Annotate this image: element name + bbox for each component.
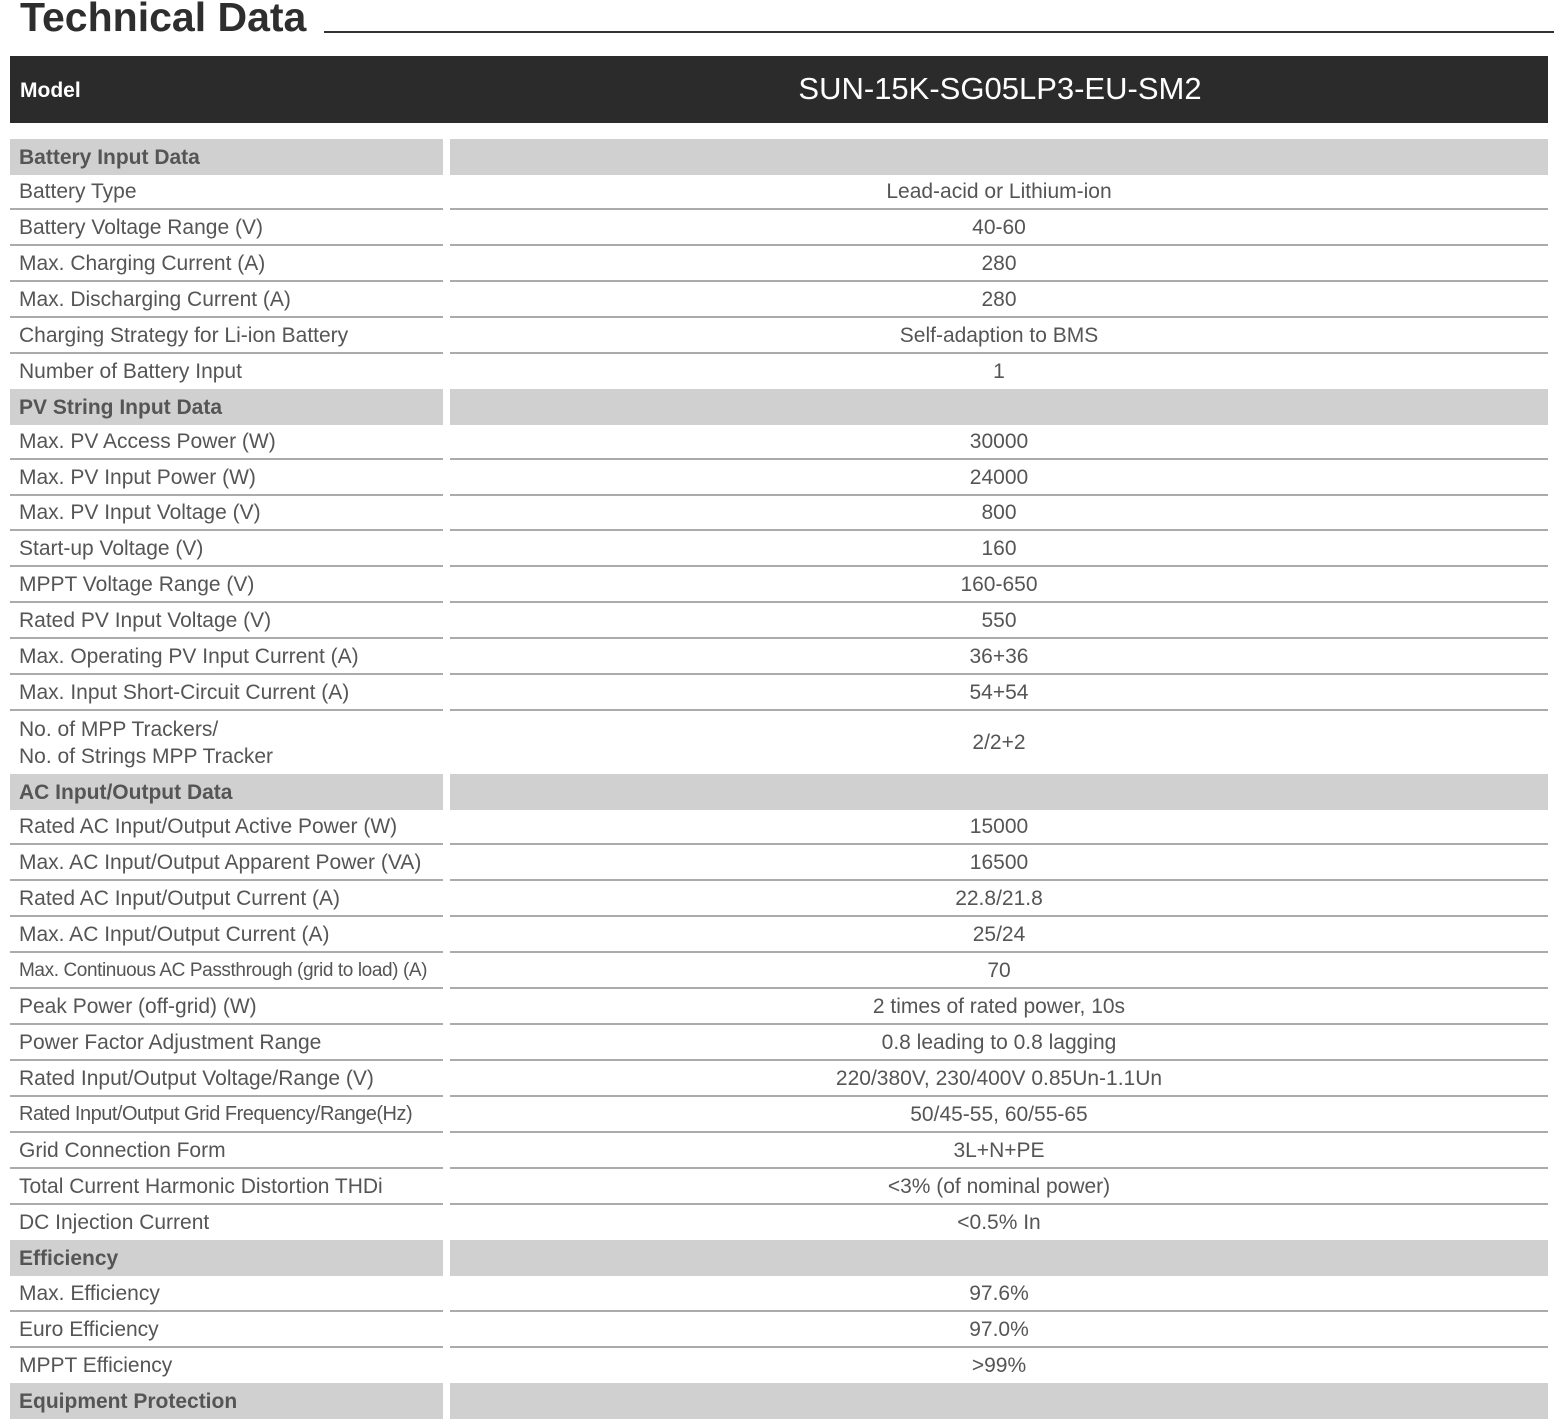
table-row bbox=[10, 845, 1548, 881]
table-row bbox=[10, 1348, 1548, 1383]
row-label: Max. PV Input Power (W) bbox=[19, 465, 256, 489]
row-value: 97.0% bbox=[969, 1317, 1029, 1341]
table-row bbox=[10, 1169, 1548, 1205]
row-value: 22.8/21.8 bbox=[955, 886, 1043, 910]
row-value: 40-60 bbox=[972, 215, 1026, 239]
row-value: <3% (of nominal power) bbox=[887, 1174, 1111, 1198]
table-row bbox=[10, 460, 1548, 496]
section-header-pv-string-input bbox=[10, 389, 1548, 425]
row-label: Rated Input/Output Grid Frequency/Range(Hz) bbox=[19, 1102, 413, 1125]
table-row bbox=[10, 175, 1548, 210]
row-value: 220/380V, 230/400V 0.85Un-1.1Un bbox=[835, 1066, 1163, 1090]
row-value: Self-adaption to BMS bbox=[899, 323, 1099, 347]
row-label: Battery Voltage Range (V) bbox=[19, 215, 263, 239]
row-value: 550 bbox=[981, 608, 1017, 632]
row-label: Rated AC Input/Output Current (A) bbox=[19, 886, 340, 910]
table-row bbox=[10, 989, 1548, 1025]
row-label: Max. Continuous AC Passthrough (grid to load) (A) bbox=[19, 959, 428, 981]
row-value: 54+54 bbox=[969, 680, 1029, 704]
table-row bbox=[10, 675, 1548, 711]
table-row bbox=[10, 282, 1548, 318]
row-value: Lead-acid or Lithium-ion bbox=[886, 180, 1112, 203]
title-divider bbox=[324, 31, 1554, 33]
spec-table bbox=[10, 139, 1548, 1419]
table-row bbox=[10, 1276, 1548, 1312]
section-header-equipment-protection bbox=[10, 1383, 1548, 1419]
section-header-battery-input bbox=[10, 139, 1548, 175]
section-title: PV String Input Data bbox=[10, 389, 443, 425]
table-row bbox=[10, 531, 1548, 567]
row-value: <0.5% In bbox=[957, 1211, 1041, 1234]
model-header-row bbox=[10, 56, 1548, 123]
table-row bbox=[10, 246, 1548, 282]
row-label: Max. PV Access Power (W) bbox=[19, 430, 276, 453]
table-row bbox=[10, 496, 1548, 531]
row-value: 25/24 bbox=[972, 922, 1026, 946]
row-label-line-2: No. of Strings MPP Tracker bbox=[19, 744, 274, 768]
row-label: Max. AC Input/Output Apparent Power (VA) bbox=[19, 850, 422, 874]
section-value-blank bbox=[450, 139, 1548, 175]
section-title: AC Input/Output Data bbox=[10, 774, 443, 810]
table-row bbox=[10, 354, 1548, 389]
row-value: 24000 bbox=[969, 465, 1029, 489]
table-row bbox=[10, 318, 1548, 354]
row-label: Charging Strategy for Li-ion Battery bbox=[19, 323, 349, 347]
table-row bbox=[10, 210, 1548, 246]
row-value: 70 bbox=[987, 958, 1011, 982]
table-row bbox=[10, 1061, 1548, 1097]
row-label: Max. PV Input Voltage (V) bbox=[19, 501, 261, 524]
row-label: Max. Discharging Current (A) bbox=[19, 287, 291, 311]
table-row bbox=[10, 639, 1548, 675]
row-label: Max. Efficiency bbox=[19, 1281, 160, 1305]
row-label: Max. Operating PV Input Current (A) bbox=[19, 644, 359, 668]
row-label: Euro Efficiency bbox=[19, 1317, 159, 1341]
row-value: 15000 bbox=[969, 815, 1029, 838]
row-value: 280 bbox=[981, 251, 1017, 275]
section-header-efficiency bbox=[10, 1240, 1548, 1276]
row-label: Rated AC Input/Output Active Power (W) bbox=[19, 815, 398, 838]
section-title: Efficiency bbox=[10, 1240, 443, 1276]
table-row bbox=[10, 711, 1548, 774]
row-label: Max. Charging Current (A) bbox=[19, 251, 266, 275]
table-row bbox=[10, 1133, 1548, 1169]
row-label: Grid Connection Form bbox=[19, 1138, 226, 1162]
row-value: 30000 bbox=[969, 430, 1029, 453]
table-row bbox=[10, 881, 1548, 917]
table-row bbox=[10, 425, 1548, 460]
section-value-blank bbox=[450, 1240, 1548, 1276]
row-label: Peak Power (off-grid) (W) bbox=[19, 994, 257, 1018]
row-value: >99% bbox=[971, 1354, 1027, 1377]
row-label: Rated Input/Output Voltage/Range (V) bbox=[19, 1066, 374, 1090]
row-label: DC Injection Current bbox=[19, 1211, 210, 1234]
row-label: Start-up Voltage (V) bbox=[19, 536, 204, 560]
model-value: SUN-15K-SG05LP3-EU-SM2 bbox=[798, 71, 1202, 106]
row-value: 2 times of rated power, 10s bbox=[872, 994, 1126, 1018]
row-value: 97.6% bbox=[969, 1281, 1029, 1305]
row-value: 16500 bbox=[969, 850, 1029, 874]
row-value: 800 bbox=[981, 501, 1017, 524]
table-row bbox=[10, 567, 1548, 603]
row-label: Battery Type bbox=[19, 180, 137, 203]
row-label bbox=[10, 711, 443, 774]
table-row bbox=[10, 810, 1548, 845]
section-title: Equipment Protection bbox=[10, 1383, 443, 1419]
header bbox=[18, 0, 1554, 46]
section-title: Battery Input Data bbox=[10, 139, 443, 175]
section-value-blank bbox=[450, 774, 1548, 810]
model-label: Model bbox=[20, 79, 81, 102]
row-label: Max. Input Short-Circuit Current (A) bbox=[19, 680, 350, 704]
row-label: Rated PV Input Voltage (V) bbox=[19, 608, 272, 632]
row-value: 36+36 bbox=[969, 644, 1029, 668]
row-label: Number of Battery Input bbox=[19, 360, 242, 383]
row-value: 280 bbox=[981, 287, 1017, 311]
table-row bbox=[10, 917, 1548, 953]
row-value: 3L+N+PE bbox=[953, 1138, 1045, 1162]
table-row bbox=[10, 953, 1548, 989]
row-label: MPPT Voltage Range (V) bbox=[19, 572, 255, 596]
page-title: Technical Data bbox=[20, 0, 307, 40]
section-header-ac-input-output bbox=[10, 774, 1548, 810]
section-value-blank bbox=[450, 389, 1548, 425]
row-value: 0.8 leading to 0.8 lagging bbox=[881, 1030, 1117, 1054]
row-label: MPPT Efficiency bbox=[19, 1354, 173, 1377]
table-row bbox=[10, 1025, 1548, 1061]
row-value: 2/2+2 bbox=[972, 731, 1026, 754]
table-row bbox=[10, 1097, 1548, 1133]
row-label: Max. AC Input/Output Current (A) bbox=[19, 922, 330, 946]
row-value: 1 bbox=[993, 360, 1005, 383]
section-value-blank bbox=[450, 1383, 1548, 1419]
row-value: 160 bbox=[981, 536, 1017, 560]
row-label-line-1: No. of MPP Trackers/ bbox=[19, 717, 219, 741]
row-label: Total Current Harmonic Distortion THDi bbox=[19, 1174, 383, 1198]
table-row bbox=[10, 1205, 1548, 1240]
row-value: 160-650 bbox=[960, 572, 1038, 596]
table-row bbox=[10, 603, 1548, 639]
row-value: 50/45-55, 60/55-65 bbox=[910, 1102, 1088, 1126]
table-row bbox=[10, 1312, 1548, 1348]
row-label: Power Factor Adjustment Range bbox=[19, 1030, 322, 1054]
